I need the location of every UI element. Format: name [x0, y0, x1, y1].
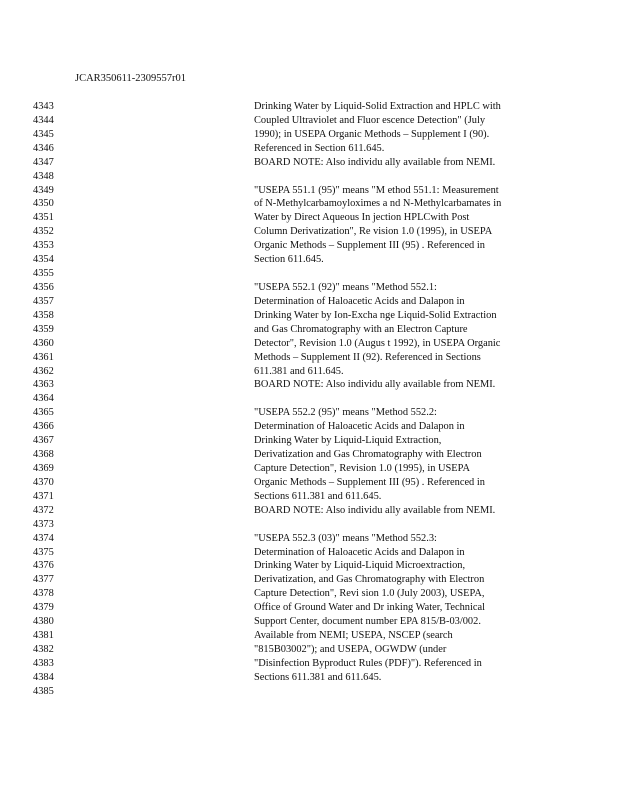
- line-number: 4365: [33, 407, 54, 419]
- line-text: Determination of Haloacetic Acids and Dalapon in: [254, 295, 465, 307]
- line-number: 4362: [33, 365, 54, 377]
- document-line: [0, 156, 618, 170]
- document-line: [0, 392, 618, 406]
- document-line: [0, 365, 618, 379]
- line-number: 4358: [33, 309, 54, 321]
- line-text: Drinking Water by Ion-Excha nge Liquid-Solid Extraction: [254, 309, 497, 321]
- line-number: 4345: [33, 128, 54, 140]
- line-text: Derivatization, and Gas Chromatography with Electron: [254, 574, 485, 586]
- line-text: "USEPA 552.1 (92)" means "Method 552.1:: [254, 281, 437, 293]
- line-text: "USEPA 552.3 (03)" means "Method 552.3:: [254, 532, 437, 544]
- line-number: 4371: [33, 490, 54, 502]
- line-text: Drinking Water by Liquid-Solid Extraction and HPLC with: [254, 101, 501, 112]
- document-line: [0, 170, 618, 184]
- line-number: 4361: [33, 351, 54, 363]
- document-line: [0, 643, 618, 657]
- document-line: [0, 601, 618, 615]
- document-line: [0, 504, 618, 518]
- line-number: 4364: [33, 393, 54, 405]
- line-text: Support Center, document number EPA 815/B-03/002.: [254, 616, 481, 628]
- line-text: Derivatization and Gas Chromatography with Electron: [254, 449, 482, 461]
- document-line: [0, 309, 618, 323]
- document-line: [0, 476, 618, 490]
- line-number: 4349: [33, 184, 54, 196]
- document-line: [0, 378, 618, 392]
- line-number: 4375: [33, 546, 54, 558]
- line-number: 4385: [33, 685, 54, 697]
- line-text: and Gas Chromatography with an Electron Capture: [254, 323, 468, 335]
- document-line: [0, 615, 618, 629]
- line-number: 4379: [33, 602, 54, 614]
- line-number: 4376: [33, 560, 54, 572]
- line-number: 4363: [33, 379, 54, 391]
- document-line: [0, 406, 618, 420]
- line-text: Determination of Haloacetic Acids and Dalapon in: [254, 546, 465, 558]
- line-text: 611.381 and 611.645.: [254, 365, 344, 377]
- line-number: 4348: [33, 170, 54, 182]
- line-number: 4351: [33, 212, 54, 224]
- document-line: [0, 448, 618, 462]
- line-text: Referenced in Section 611.645.: [254, 142, 385, 154]
- line-text: "USEPA 551.1 (95)" means "M ethod 551.1: Measurement: [254, 184, 499, 196]
- line-number: 4384: [33, 671, 54, 683]
- line-number: 4370: [33, 476, 54, 488]
- document-line: [0, 629, 618, 643]
- document-line: [0, 128, 618, 142]
- document-line: [0, 420, 618, 434]
- line-text: BOARD NOTE: Also individu ally available from NEMI.: [254, 379, 496, 391]
- line-text: "USEPA 552.2 (95)" means "Method 552.2:: [254, 407, 437, 419]
- document-line: [0, 211, 618, 225]
- line-text: Organic Methods – Supplement III (95) . Referenced in: [254, 476, 485, 488]
- line-number: 4372: [33, 504, 54, 516]
- document-line: [0, 281, 618, 295]
- line-number: 4350: [33, 198, 54, 210]
- line-number: 4357: [33, 295, 54, 307]
- document-line: [0, 559, 618, 573]
- document-line: [0, 253, 618, 267]
- document-line: [0, 518, 618, 532]
- line-number: 4353: [33, 240, 54, 252]
- line-number: 4368: [33, 449, 54, 461]
- document-line: [0, 434, 618, 448]
- document-body: [0, 100, 618, 699]
- line-text: Water by Direct Aqueous In jection HPLCwith Post: [254, 212, 470, 224]
- document-line: [0, 337, 618, 351]
- line-text: Office of Ground Water and Dr inking Water, Technical: [254, 602, 485, 614]
- document-line: [0, 197, 618, 211]
- line-text: Detector", Revision 1.0 (Augus t 1992), in USEPA Organic: [254, 337, 501, 349]
- document-line: [0, 267, 618, 281]
- document-line: [0, 587, 618, 601]
- line-text: "Disinfection Byproduct Rules (PDF)"). Referenced in: [254, 657, 482, 669]
- line-number: 4366: [33, 421, 54, 433]
- document-line: [0, 532, 618, 546]
- document-id: JCAR350611-2309557r01: [75, 73, 187, 84]
- line-text: Capture Detection", Revision 1.0 (1995), in USEPA: [254, 462, 470, 474]
- line-number: 4369: [33, 462, 54, 474]
- document-line: [0, 100, 618, 114]
- line-text: Methods – Supplement II (92). Referenced in Sections: [254, 351, 481, 363]
- line-text: Column Derivatization", Re vision 1.0 (1995), in USEPA: [254, 226, 493, 238]
- line-number: 4354: [33, 254, 54, 266]
- line-number: 4346: [33, 142, 54, 154]
- line-number: 4360: [33, 337, 54, 349]
- document-line: [0, 184, 618, 198]
- document-line: [0, 573, 618, 587]
- document-line: [0, 323, 618, 337]
- line-text: "815B03002"); and USEPA, OGWDW (under: [254, 643, 447, 655]
- line-text: Section 611.645.: [254, 254, 324, 266]
- line-number: 4378: [33, 588, 54, 600]
- document-line: [0, 114, 618, 128]
- line-number: 4344: [33, 114, 54, 126]
- document-line: [0, 546, 618, 560]
- line-number: 4374: [33, 532, 54, 544]
- line-text: Determination of Haloacetic Acids and Dalapon in: [254, 421, 465, 433]
- line-number: 4343: [33, 101, 54, 112]
- line-text: Drinking Water by Liquid-Liquid Microextraction,: [254, 560, 466, 572]
- document-line: [0, 685, 618, 699]
- line-number: 4355: [33, 268, 54, 280]
- line-text: 1990); in USEPA Organic Methods – Supplement I (90).: [254, 128, 490, 140]
- document-line: [0, 671, 618, 685]
- line-number: 4373: [33, 518, 54, 530]
- line-number: 4377: [33, 574, 54, 586]
- document-line: [0, 657, 618, 671]
- document-line: [0, 239, 618, 253]
- document-line: [0, 351, 618, 365]
- line-text: BOARD NOTE: Also individu ally available from NEMI.: [254, 156, 496, 168]
- line-number: 4347: [33, 156, 54, 168]
- line-number: 4367: [33, 435, 54, 447]
- line-text: Sections 611.381 and 611.645.: [254, 671, 382, 683]
- line-text: Capture Detection", Revi sion 1.0 (July 2003), USEPA,: [254, 588, 485, 600]
- line-number: 4380: [33, 616, 54, 628]
- line-text: Coupled Ultraviolet and Fluor escence Detection" (July: [254, 114, 486, 126]
- line-number: 4381: [33, 630, 54, 642]
- line-text: of N-Methylcarbamoyloximes a nd N-Methylcarbamates in: [254, 198, 502, 210]
- document-line: [0, 225, 618, 239]
- line-text: Drinking Water by Liquid-Liquid Extraction,: [254, 435, 442, 447]
- line-text: Available from NEMI; USEPA, NSCEP (search: [254, 630, 453, 642]
- document-line: [0, 142, 618, 156]
- document-line: [0, 462, 618, 476]
- line-number: 4356: [33, 281, 54, 293]
- line-text: BOARD NOTE: Also individu ally available from NEMI.: [254, 504, 496, 516]
- line-text: Sections 611.381 and 611.645.: [254, 490, 382, 502]
- line-number: 4382: [33, 643, 54, 655]
- line-number: 4352: [33, 226, 54, 238]
- line-number: 4383: [33, 657, 54, 669]
- line-number: 4359: [33, 323, 54, 335]
- document-line: [0, 295, 618, 309]
- document-line: [0, 490, 618, 504]
- line-text: Organic Methods – Supplement III (95) . Referenced in: [254, 240, 485, 252]
